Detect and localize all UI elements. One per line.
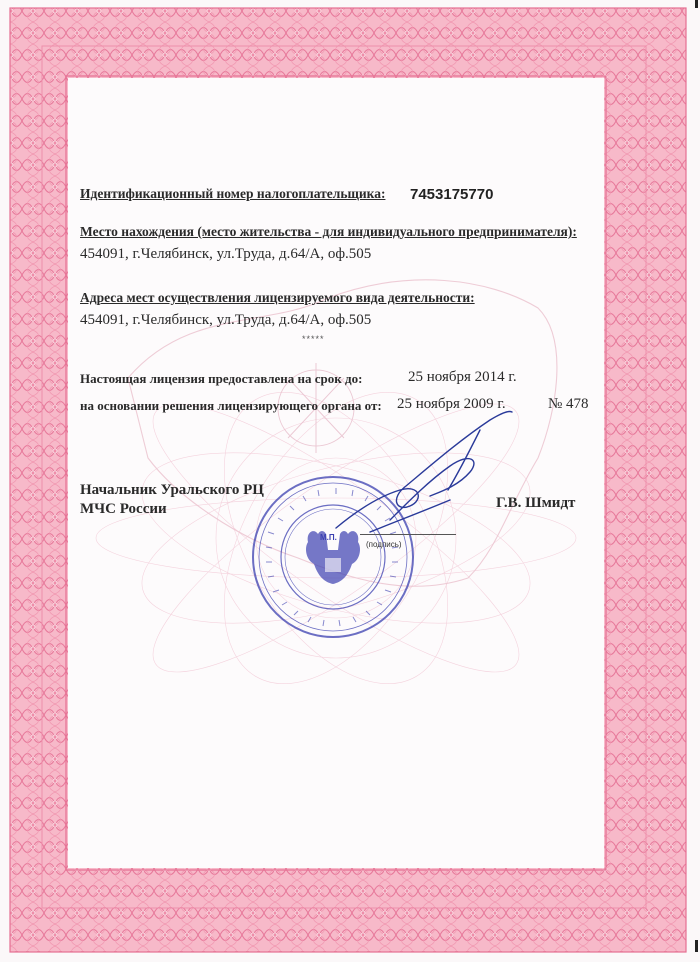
basis-label: на основании решения лицензирующего органа от:: [80, 398, 382, 413]
location-value: 454091, г.Челябинск, ул.Труда, д.64/А, оф.505: [80, 246, 372, 262]
scan-edge-mark: [695, 0, 698, 8]
term-label: Настоящая лицензия предоставлена на срок до:: [80, 371, 363, 386]
signature-line: [360, 534, 456, 535]
handwritten-signature: [330, 400, 530, 550]
term-value: 25 ноября 2014 г.: [408, 369, 517, 385]
scan-edge-mark-bottom: [695, 940, 698, 952]
location-label: Место нахождения (место жительства - для индивидуального предпринимателя):: [80, 224, 577, 239]
activity-address-label: Адреса мест осуществления лицензируемого вида деятельности:: [80, 290, 475, 305]
signature-caption: (подпись): [366, 540, 402, 549]
activity-address-value: 454091, г.Челябинск, ул.Труда, д.64/А, оф.505: [80, 312, 372, 328]
inn-value: 7453175770: [410, 186, 494, 203]
basis-date: 25 ноября 2009 г.: [397, 396, 506, 412]
signatory-title-line2: МЧС России: [80, 501, 167, 517]
inn-label: Идентификационный номер налогоплательщика:: [80, 186, 386, 201]
basis-number: № 478: [548, 396, 589, 412]
separator-stars: *****: [302, 334, 325, 344]
signatory-title-line1: Начальник Уральского РЦ: [80, 482, 264, 498]
signatory-name: Г.В. Шмидт: [496, 495, 576, 511]
stamp-mark: М.П.: [320, 533, 337, 542]
